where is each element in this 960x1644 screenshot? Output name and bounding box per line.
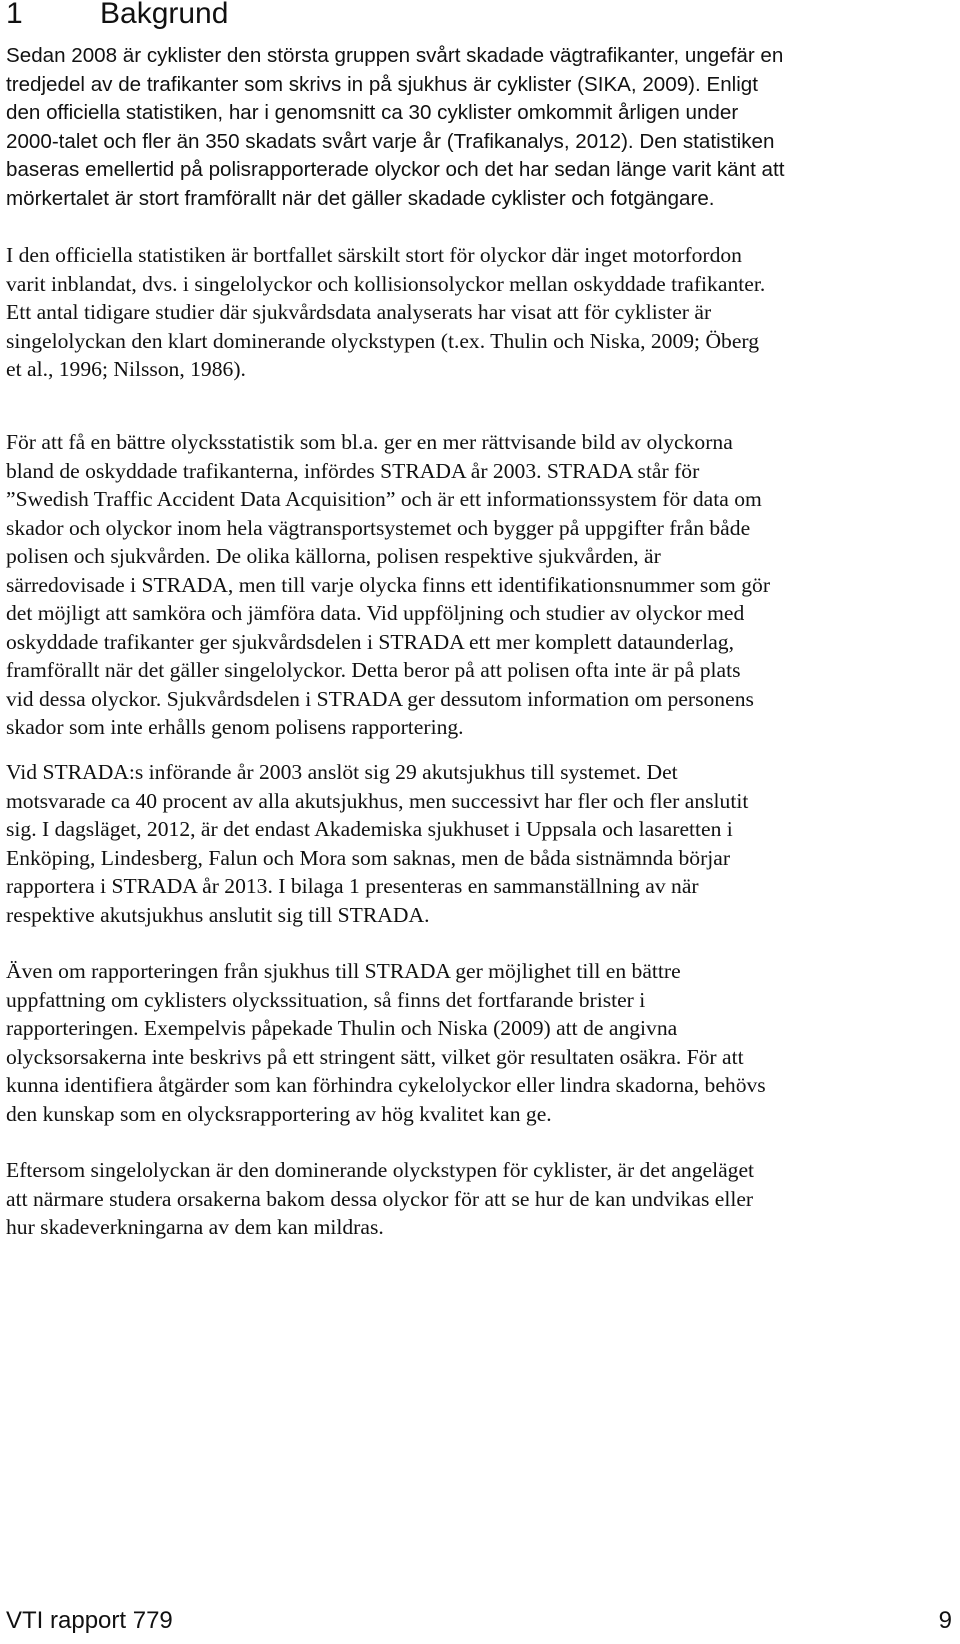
text-line: Även om rapporteringen från sjukhus till STRADA ger möjlighet till en bättre [6, 959, 681, 983]
page-footer [6, 1606, 952, 1636]
text-line: varit inblandat, dvs. i singelolyckor och kollisionsolyckor mellan oskyddade trafikanter. [6, 271, 766, 296]
text-line: hur skadeverkningarna av dem kan mildras. [6, 1215, 384, 1239]
text-line: olycksorsakerna inte beskrivs på ett stringent sätt, vilket gör resultaten osäkra. För att [6, 1044, 744, 1069]
text-line: Enköping, Lindesberg, Falun och Mora som saknas, men de båda sistnämnda börjar [6, 845, 731, 870]
text-line: polisen och sjukvården. De olika källorna, polisen respektive sjukvården, är [6, 544, 661, 568]
text-line: rapportera i STRADA år 2013. I bilaga 1 presenteras en sammanställning av när [6, 874, 699, 898]
text-line: skador som inte erhålls genom polisens rapportering. [6, 715, 464, 739]
paragraph-6 [6, 1156, 956, 1242]
text-line: uppfattning om cyklisters olyckssituation, så finns det fortfarande brister i [6, 987, 646, 1012]
text-line: respektive akutsjukhus anslutit sig till STRADA. [6, 902, 430, 927]
text-line: singelolyckan den klart dominerande olyckstypen (t.ex. Thulin och Niska, 2009; Öberg [6, 328, 760, 353]
text-line: framförallt när det gäller singelolyckor. Detta beror på att polisen ofta inte är på plats [6, 658, 741, 682]
text-line: 2000-talet och fler än 350 skadats svårt varje år (Trafikanalys, 2012). Den statistiken [6, 129, 775, 153]
text-line: I den officiella statistiken är bortfallet särskilt stort för olyckor där inget motorfordon [6, 243, 742, 267]
text-line: Sedan 2008 är cyklister den största gruppen svårt skadade vägtrafikanter, ungefär en [6, 44, 784, 67]
section-title: Bakgrund [100, 0, 229, 30]
text-line: att närmare studera orsakerna bakom dessa olyckor för att se hur de kan undvikas eller [6, 1186, 754, 1211]
text-line: sig. I dagsläget, 2012, är det endast Akademiska sjukhuset i Uppsala och lasaretten i [6, 817, 733, 841]
paragraph-1 [6, 42, 956, 213]
text-line: Ett antal tidigare studier där sjukvårdsdata analyserats har visat att för cyklister är [6, 300, 712, 324]
text-line: oskyddade trafikanter ger sjukvårdsdelen i STRADA ett mer komplett dataunderlag, [6, 629, 734, 654]
text-line: den kunskap som en olycksrapportering av hög kvalitet kan ge. [6, 1101, 552, 1126]
text-line: Eftersom singelolyckan är den dominerande olyckstypen för cyklister, är det angeläget [6, 1158, 755, 1182]
text-line: den officiella statistiken, har i genomsnitt ca 30 cyklister omkommit årligen under [6, 101, 739, 124]
text-line: Vid STRADA:s införande år 2003 anslöt sig 29 akutsjukhus till systemet. Det [6, 760, 678, 784]
paragraph-2 [6, 241, 956, 384]
text-line: motsvarade ca 40 procent av alla akutsjukhus, men successivt har fler och fler anslutit [6, 788, 749, 813]
text-line: För att få en bättre olycksstatistik som bl.a. ger en mer rättvisande bild av olyckorna [6, 430, 733, 454]
text-line: baseras emellertid på polisrapporterade olyckor och det har sedan länge varit känt att [6, 158, 785, 181]
paragraph-3 [6, 428, 956, 742]
section-heading [6, 0, 228, 32]
section-number: 1 [6, 0, 23, 30]
text-line: et al., 1996; Nilsson, 1986). [6, 357, 246, 381]
text-line: särredovisade i STRADA, men till varje olycka finns ett identifikationsnummer som gör [6, 572, 771, 597]
text-line: mörkertalet är stort framförallt när det gäller skadade cyklister och fotgängare. [6, 186, 715, 210]
text-line: vid dessa olyckor. Sjukvårdsdelen i STRADA ger dessutom information om personens [6, 686, 754, 711]
text-line: det möjligt att samköra och jämföra data. Vid uppföljning och studier av olyckor med [6, 601, 745, 625]
paragraph-4 [6, 758, 956, 929]
paragraph-5 [6, 957, 956, 1128]
text-line: bland de oskyddade trafikanterna, infördes STRADA år 2003. STRADA står för [6, 458, 700, 483]
text-line: rapporteringen. Exempelvis påpekade Thulin och Niska (2009) att de angivna [6, 1016, 678, 1040]
text-line: skador och olyckor inom hela vägtransportsystemet och bygger på uppgifter från både [6, 515, 751, 540]
text-line: kunna identifiera åtgärder som kan förhindra cykelolyckor eller lindra skadorna, behövs [6, 1073, 766, 1097]
page-number: 9 [938, 1607, 952, 1634]
report-name: VTI rapport 779 [6, 1607, 173, 1634]
text-line: ”Swedish Traffic Accident Data Acquisition” och är ett informationssystem för data om [6, 487, 762, 511]
text-line: tredjedel av de trafikanter som skrivs in på sjukhus är cyklister (SIKA, 2009). Enligt [6, 72, 758, 96]
